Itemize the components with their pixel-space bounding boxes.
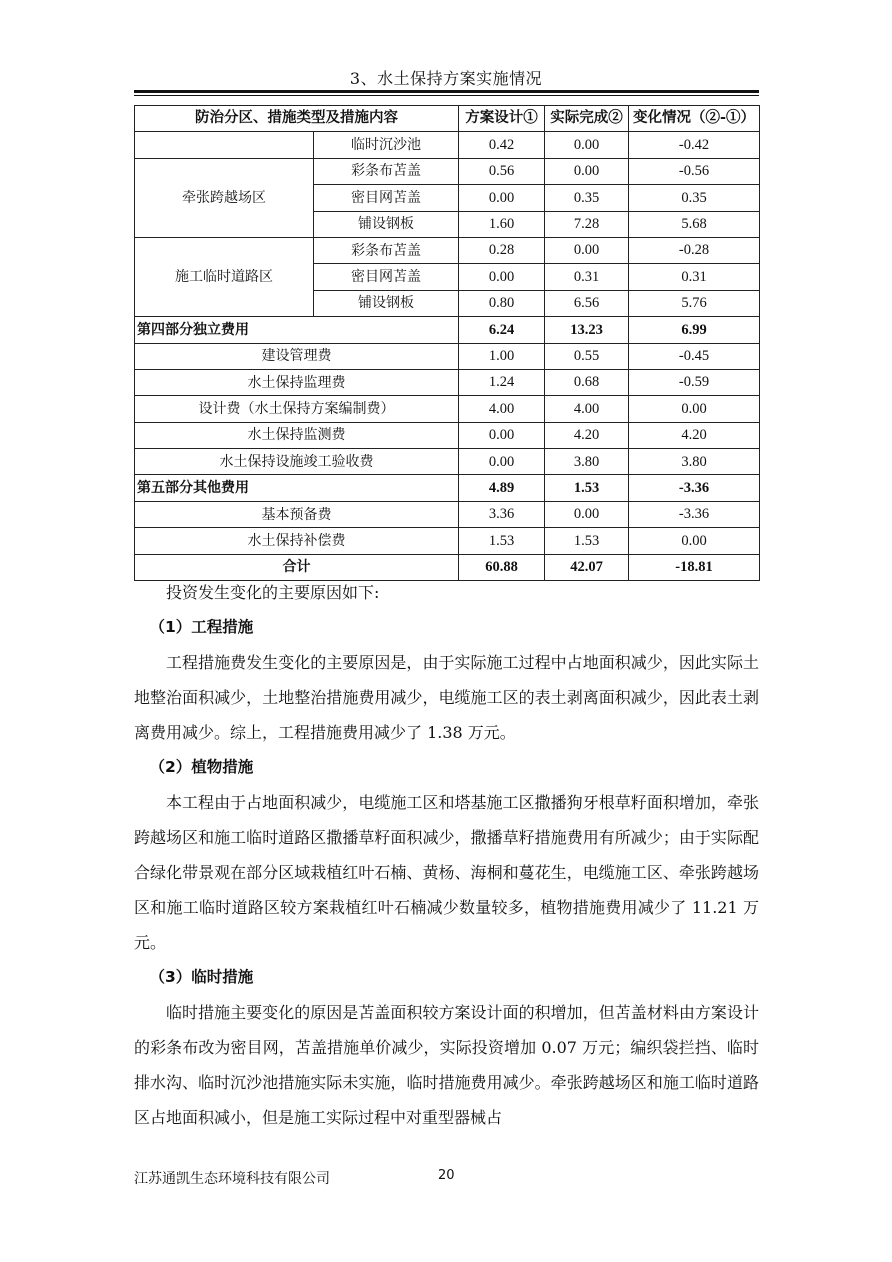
zone-cell: 牵张跨越场区 bbox=[135, 158, 314, 237]
design-value: 0.80 bbox=[459, 290, 545, 316]
design-value: 0.00 bbox=[459, 185, 545, 211]
item-cell: 设计费（水土保持方案编制费） bbox=[135, 396, 459, 422]
design-value: 60.88 bbox=[459, 554, 545, 580]
actual-value: 0.00 bbox=[545, 158, 629, 184]
table-row bbox=[135, 369, 760, 395]
change-value: -3.36 bbox=[629, 475, 760, 501]
table-header-row bbox=[135, 106, 760, 132]
measure-cell: 密目网苫盖 bbox=[314, 264, 459, 290]
change-value: 5.76 bbox=[629, 290, 760, 316]
actual-value: 3.80 bbox=[545, 449, 629, 475]
item-cell: 水土保持补偿费 bbox=[135, 528, 459, 554]
investment-table bbox=[134, 105, 760, 581]
design-value: 1.53 bbox=[459, 528, 545, 554]
actual-value: 1.53 bbox=[545, 528, 629, 554]
actual-value: 1.53 bbox=[545, 475, 629, 501]
actual-value: 4.20 bbox=[545, 422, 629, 448]
design-value: 1.00 bbox=[459, 343, 545, 369]
actual-value: 6.56 bbox=[545, 290, 629, 316]
section-label: 第五部分其他费用 bbox=[135, 475, 459, 501]
change-value: -18.81 bbox=[629, 554, 760, 580]
measure-cell: 临时沉沙池 bbox=[314, 132, 459, 158]
footer-company: 江苏通凯生态环境科技有限公司 bbox=[134, 1171, 330, 1187]
change-value: -0.56 bbox=[629, 158, 760, 184]
item-cell: 基本预备费 bbox=[135, 501, 459, 527]
header-rule-thick bbox=[134, 90, 759, 93]
zone-cell-empty bbox=[135, 132, 314, 158]
design-value: 0.42 bbox=[459, 132, 545, 158]
section-row-part5 bbox=[135, 475, 760, 501]
actual-value: 0.00 bbox=[545, 237, 629, 263]
design-value: 0.00 bbox=[459, 264, 545, 290]
header-change: 变化情况（②-①） bbox=[629, 106, 760, 132]
change-value: 0.00 bbox=[629, 528, 760, 554]
actual-value: 0.35 bbox=[545, 185, 629, 211]
actual-value: 0.68 bbox=[545, 369, 629, 395]
measure-cell: 彩条布苫盖 bbox=[314, 237, 459, 263]
change-value: 5.68 bbox=[629, 211, 760, 237]
measure-cell: 铺设钢板 bbox=[314, 290, 459, 316]
measure-cell: 密目网苫盖 bbox=[314, 185, 459, 211]
change-value: -3.36 bbox=[629, 501, 760, 527]
actual-value: 42.07 bbox=[545, 554, 629, 580]
actual-value: 13.23 bbox=[545, 317, 629, 343]
design-value: 0.00 bbox=[459, 422, 545, 448]
page-title: 3、水土保持方案实施情况 bbox=[349, 69, 543, 88]
table-row bbox=[135, 528, 760, 554]
item-cell: 水土保持监测费 bbox=[135, 422, 459, 448]
section-heading-plant: （2）植物措施 bbox=[149, 758, 254, 776]
change-value: -0.59 bbox=[629, 369, 760, 395]
table-row bbox=[135, 449, 760, 475]
header-actual: 实际完成② bbox=[545, 106, 629, 132]
actual-value: 0.00 bbox=[545, 132, 629, 158]
measure-cell: 彩条布苫盖 bbox=[314, 158, 459, 184]
paragraph-plant: 本工程由于占地面积减少，电缆施工区和塔基施工区撒播狗牙根草籽面积增加，牵张跨越场区和施工临时道路区撒播草籽面积减少，撒播草籽措施费用有所减少；由于实际配合绿化带景观在部分区域栽植红叶石楠、黄杨、海桐和蔓花生，电缆施工区、牵张跨越场区和施工临时道路区较方案栽植红叶石楠减少数量较多，植物措施费用减少了 11.21 万元。 bbox=[134, 793, 759, 952]
table-row bbox=[135, 158, 760, 184]
design-value: 0.28 bbox=[459, 237, 545, 263]
section-heading-temporary: （3）临时措施 bbox=[149, 968, 254, 986]
change-value: -0.28 bbox=[629, 237, 760, 263]
actual-value: 4.00 bbox=[545, 396, 629, 422]
change-value: 0.35 bbox=[629, 185, 760, 211]
total-label: 合计 bbox=[135, 554, 459, 580]
actual-value: 0.55 bbox=[545, 343, 629, 369]
zone-cell: 施工临时道路区 bbox=[135, 237, 314, 316]
section-label: 第四部分独立费用 bbox=[135, 317, 459, 343]
actual-value: 7.28 bbox=[545, 211, 629, 237]
design-value: 3.36 bbox=[459, 501, 545, 527]
body-text bbox=[134, 575, 759, 1135]
change-value: 0.00 bbox=[629, 396, 760, 422]
table-row bbox=[135, 132, 760, 158]
table-row bbox=[135, 343, 760, 369]
section-heading-engineering: （1）工程措施 bbox=[149, 618, 254, 636]
design-value: 0.56 bbox=[459, 158, 545, 184]
item-cell: 建设管理费 bbox=[135, 343, 459, 369]
paragraph-temporary: 临时措施主要变化的原因是苫盖面积较方案设计面的积增加，但苫盖材料由方案设计的彩条布改为密目网，苫盖措施单价减少，实际投资增加 0.07 万元；编织袋拦挡、临时排水沟、临时沉沙池措施实际未实施，临时措施费用减少。牵张跨越场区和施工临时道路区占地面积减小，但是施工实际过程中对重型器械占 bbox=[134, 1003, 759, 1127]
design-value: 6.24 bbox=[459, 317, 545, 343]
change-value: -0.45 bbox=[629, 343, 760, 369]
change-value: 3.80 bbox=[629, 449, 760, 475]
design-value: 4.89 bbox=[459, 475, 545, 501]
design-value: 1.60 bbox=[459, 211, 545, 237]
section-row-part4 bbox=[135, 317, 760, 343]
page-number: 20 bbox=[438, 1168, 455, 1183]
header-measure: 防治分区、措施类型及措施内容 bbox=[135, 106, 459, 132]
actual-value: 0.31 bbox=[545, 264, 629, 290]
design-value: 0.00 bbox=[459, 449, 545, 475]
table-row bbox=[135, 422, 760, 448]
table-row bbox=[135, 501, 760, 527]
actual-value: 0.00 bbox=[545, 501, 629, 527]
change-value: 4.20 bbox=[629, 422, 760, 448]
header-design: 方案设计① bbox=[459, 106, 545, 132]
measure-cell: 铺设钢板 bbox=[314, 211, 459, 237]
table-row bbox=[135, 237, 760, 263]
header-rule-thin bbox=[134, 95, 759, 96]
change-value: 0.31 bbox=[629, 264, 760, 290]
item-cell: 水土保持监理费 bbox=[135, 369, 459, 395]
change-value: 6.99 bbox=[629, 317, 760, 343]
table-row bbox=[135, 396, 760, 422]
paragraph-engineering: 工程措施费发生变化的主要原因是，由于实际施工过程中占地面积减少，因此实际土地整治面积减少，土地整治措施费用减少，电缆施工区的表土剥离面积减少，因此表土剥离费用减少。综上，工程措施费用减少了 1.38 万元。 bbox=[134, 653, 759, 742]
change-value: -0.42 bbox=[629, 132, 760, 158]
design-value: 1.24 bbox=[459, 369, 545, 395]
item-cell: 水土保持设施竣工验收费 bbox=[135, 449, 459, 475]
intro-paragraph: 投资发生变化的主要原因如下: bbox=[166, 583, 380, 602]
design-value: 4.00 bbox=[459, 396, 545, 422]
